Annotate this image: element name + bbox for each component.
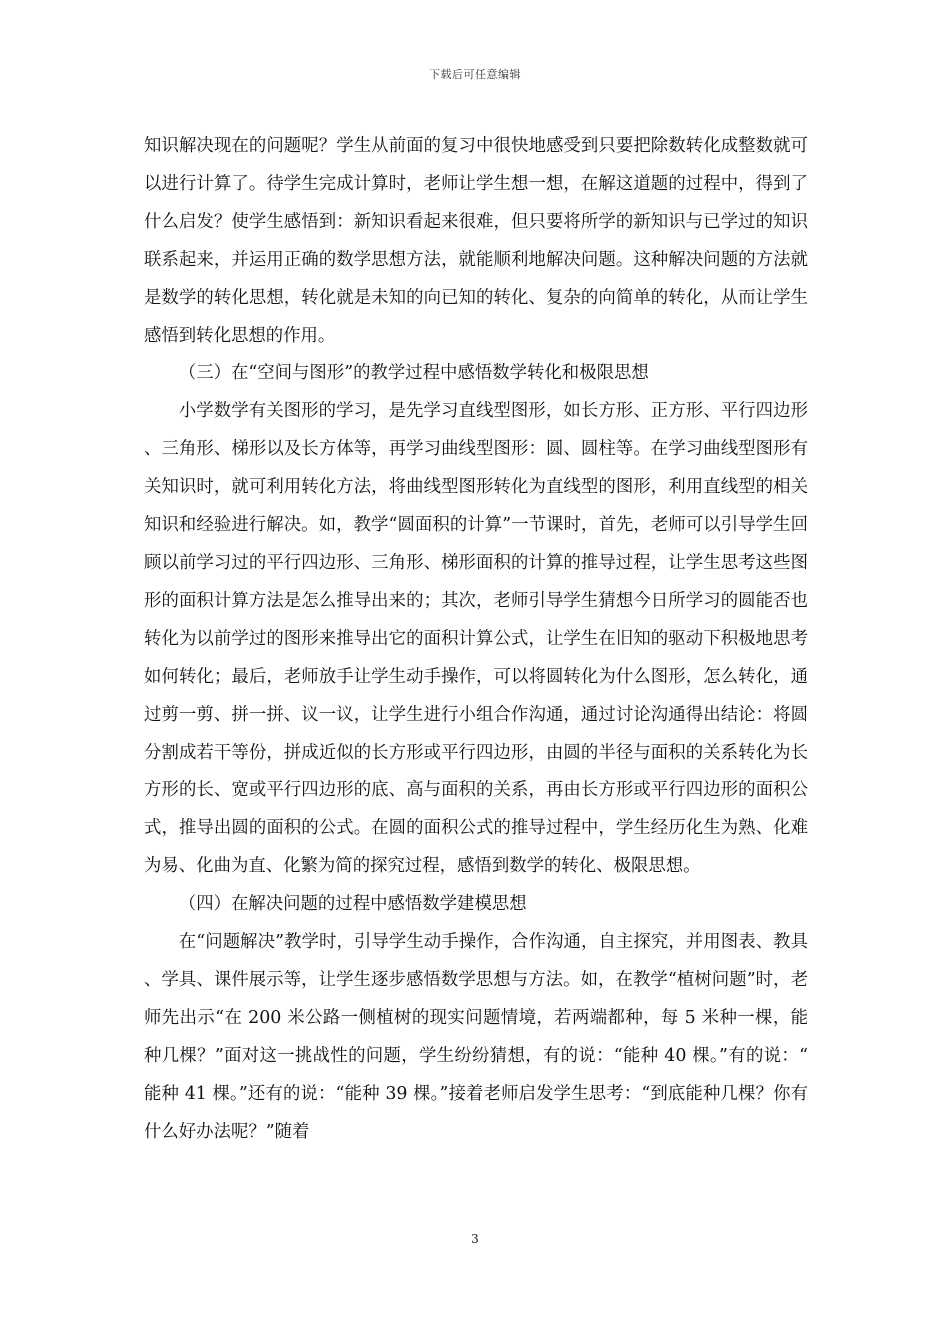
paragraph-intro-continuation: 知识解决现在的问题呢？学生从前面的复习中很快地感受到只要把除数转化成整数就可以进行计算了。待学生完成计算时，老师让学生想一想，在解这道题的过程中，得到了什么启发？使学生感悟到：新知识看起来很难，但只要将所学的新知识与已学过的知识联系起来，并运用正确的数学思想方法，就能顺利地解决问题。这种解决问题的方法就是数学的转化思想，转化就是未知的向已知的转化、复杂的向简单的转化，从而让学生感悟到转化思想的作用。: [144, 136, 808, 346]
section-heading-3: （三）在“空间与图形”的教学过程中感悟数学转化和极限思想: [178, 363, 649, 384]
document-body: [144, 128, 808, 1151]
page-header: 下载后可任意编辑: [429, 68, 521, 81]
page-number: 3: [471, 1232, 479, 1246]
section-heading-4: （四）在解决问题的过程中感悟数学建模思想: [178, 894, 527, 915]
paragraph-geometry: 小学数学有关图形的学习，是先学习直线型图形，如长方形、正方形、平行四边形、三角形、梯形以及长方体等，再学习曲线型图形：圆、圆柱等。在学习曲线型图形有关知识时，就可利用转化方法，将曲线型图形转化为直线型的图形，利用直线型的相关知识和经验进行解决。如，教学“圆面积的计算”一节课时，首先，老师可以引导学生回顾以前学习过的平行四边形、三角形、梯形面积的计算的推导过程，让学生思考这些图形的面积计算方法是怎么推导出来的；其次，老师引导学生猜想今日所学习的圆能否也转化为以前学过的图形来推导出它的面积计算公式，让学生在旧知的驱动下积极地思考如何转化；最后，老师放手让学生动手操作，可以将圆转化为什么图形，怎么转化，通过剪一剪、拼一拼、议一议，让学生进行小组合作沟通，通过讨论沟通得出结论：将圆分割成若干等份，拼成近似的长方形或平行四边形，由圆的半径与面积的关系转化为长方形的长、宽或平行四边形的底、高与面积的关系，再由长方形或平行四边形的面积公式，推导出圆的面积的公式。在圆的面积公式的推导过程中，学生经历化生为熟、化难为易、化曲为直、化繁为简的探究过程，感悟到数学的转化、极限思想。: [144, 401, 808, 877]
paragraph-problem-solving: 在“问题解决”教学时，引导学生动手操作，合作沟通，自主探究，并用图表、教具、学具、课件展示等，让学生逐步感悟数学思想与方法。如，在教学“植树问题”时，老师先出示“在 200 米公路一侧植树的现实问题情境，若两端都种，每 5 米种一棵，能种几棵？”面对这一挑战性的问题，学生纷纷猜想，有的说：“能种 40 棵。”有的说：“能种 41 棵。”还有的说：“能种 39 棵。”接着老师启发学生思考：“到底能种几棵？你有什么好办法呢？”随着: [144, 932, 808, 1142]
